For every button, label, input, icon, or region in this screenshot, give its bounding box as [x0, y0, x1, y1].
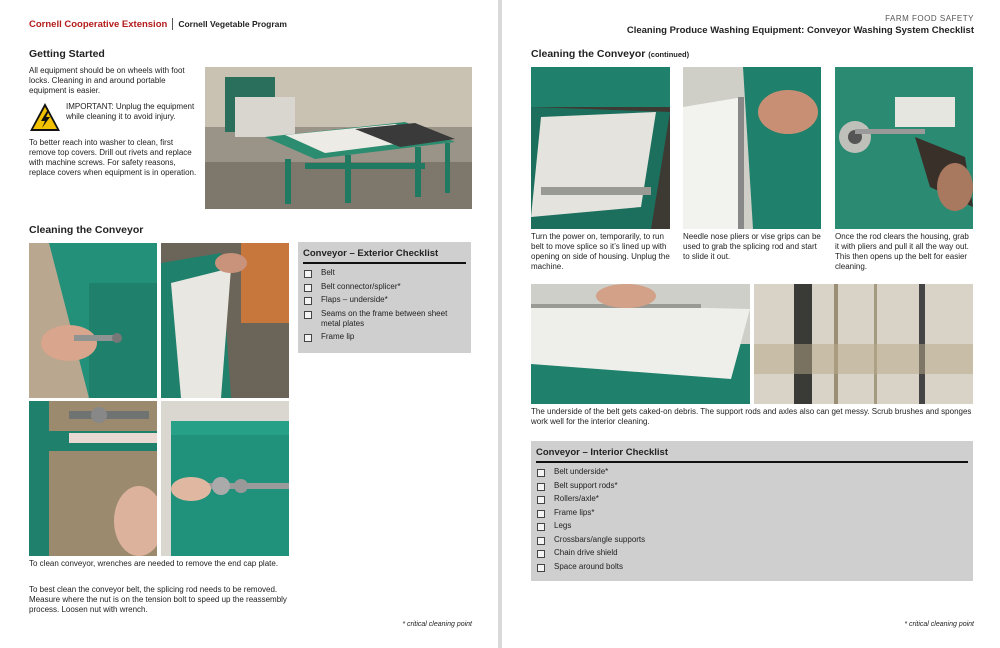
- header-title: Cleaning Produce Washing Equipment: Conveyor Washing System Checklist: [626, 25, 974, 36]
- checklist-item-label: Rollers/axle*: [554, 494, 599, 503]
- header-divider: [172, 18, 173, 30]
- checklist-item: [536, 562, 968, 572]
- checklist-item: [303, 268, 466, 278]
- wrench-caption: To clean conveyor, wrenches are needed to remove the end cap plate.: [29, 559, 279, 568]
- conveyor-machine-photo: [205, 67, 472, 209]
- checkbox[interactable]: [537, 496, 545, 504]
- checkbox[interactable]: [304, 284, 312, 292]
- checkbox[interactable]: [537, 469, 545, 477]
- splicing-rod-nut-photo: [161, 401, 289, 556]
- checkbox[interactable]: [537, 510, 545, 518]
- checkbox[interactable]: [537, 550, 545, 558]
- checklist-item-label: Belt support rods*: [554, 480, 618, 490]
- checkbox[interactable]: [537, 537, 545, 545]
- checklist-item-label: Flaps – underside*: [321, 295, 388, 304]
- checkbox[interactable]: [304, 297, 312, 305]
- checkbox[interactable]: [304, 334, 312, 342]
- cleaning-conveyor-heading: Cleaning the Conveyor: [29, 224, 144, 236]
- cleaning-conveyor-continued-heading: [531, 48, 689, 60]
- checklist-item: [303, 282, 466, 292]
- exterior-checklist: [298, 242, 471, 353]
- checkbox[interactable]: [537, 483, 545, 491]
- heading-suffix: (continued): [648, 50, 690, 59]
- checklist-item-label: Chain drive shield: [554, 548, 618, 557]
- checkbox[interactable]: [537, 564, 545, 572]
- exterior-checklist-title: Conveyor – Exterior Checklist: [303, 248, 466, 264]
- header-kicker: FARM FOOD SAFETY: [885, 14, 974, 23]
- left-header: [29, 18, 287, 30]
- support-rods-photo: [754, 284, 973, 404]
- checklist-item: [536, 494, 968, 504]
- interior-checklist-items: [536, 467, 968, 572]
- pliers-caption: Needle nose pliers or vise grips can be used to grab the splicing rod and start to slide it out.: [683, 232, 821, 261]
- checklist-item-label: Crossbars/angle supports: [554, 534, 646, 544]
- checklist-item: [536, 508, 968, 518]
- checklist-item: [536, 535, 968, 545]
- checklist-item: [536, 467, 968, 477]
- rod-clears-caption: Once the rod clears the housing, grab it with pliers and pull it all the way out. This then opens up the belt for easier cleaning.: [835, 232, 969, 271]
- right-page: [502, 0, 1000, 648]
- checklist-item-label: Seams on the frame between sheet metal plates: [321, 308, 448, 328]
- belt-underside-photo: [531, 284, 750, 404]
- checkbox[interactable]: [537, 523, 545, 531]
- important-note: IMPORTANT: Unplug the equipment while cleaning it to avoid injury.: [66, 102, 195, 121]
- right-header: [627, 14, 974, 36]
- checklist-item-label: Belt: [321, 268, 335, 277]
- getting-started-body: To better reach into washer to clean, first remove top covers. Drill out rivets and replace with machine screws. For safety reasons, replace covers when equipment is in operation.: [29, 138, 197, 177]
- splicing-rod-caption: To best clean the conveyor belt, the splicing rod needs to be removed. Measure where the nut is on the tension bolt to speed up the reassembly process. Loosen nut with wrench.: [29, 585, 287, 614]
- exterior-checklist-items: [303, 268, 466, 342]
- checklist-item: [536, 521, 968, 531]
- end-cap-removal-photo: [161, 243, 289, 398]
- tension-bolt-wrench-photo: [29, 401, 157, 556]
- checklist-item-label: Space around bolts: [554, 561, 623, 571]
- checklist-item: [303, 309, 466, 329]
- checklist-item-label: Frame lips*: [554, 507, 595, 517]
- heading-text: Cleaning the Conveyor: [531, 48, 646, 60]
- checklist-item: [303, 332, 466, 342]
- checklist-item-label: Frame lip: [321, 332, 355, 341]
- belt-splice-photo: [531, 67, 670, 229]
- checklist-item-label: Belt underside*: [554, 467, 609, 476]
- checkbox[interactable]: [304, 311, 312, 319]
- needle-nose-pliers-photo: [683, 67, 821, 229]
- checklist-item-label: Belt connector/splicer*: [321, 281, 401, 291]
- checklist-item: [303, 295, 466, 305]
- underside-caption: The underside of the belt gets caked-on debris. The support rods and axles also can get messy. Scrub brushes and sponges work well for the interior cleaning.: [531, 407, 972, 426]
- checkbox[interactable]: [304, 270, 312, 278]
- electrical-hazard-icon: [29, 102, 61, 132]
- getting-started-intro: All equipment should be on wheels with foot locks. Cleaning in and around portable equipment is easier.: [29, 66, 185, 95]
- brand-name: Cornell Cooperative Extension: [29, 18, 168, 30]
- end-cap-wrench-photo: [29, 243, 157, 398]
- checklist-item-label: Legs: [554, 521, 572, 530]
- checklist-item: [536, 548, 968, 558]
- getting-started-heading: Getting Started: [29, 48, 105, 60]
- power-on-caption: Turn the power on, temporarily, to run belt to move splice so it’s lined up with opening on side of housing. Unplug the machine.: [531, 232, 670, 271]
- left-page: [0, 0, 498, 648]
- program-name: Cornell Vegetable Program: [178, 19, 287, 29]
- interior-checklist: [531, 441, 973, 581]
- interior-checklist-title: Conveyor – Interior Checklist: [536, 447, 968, 463]
- right-footnote: * critical cleaning point: [904, 621, 974, 628]
- checklist-item: [536, 481, 968, 491]
- pull-rod-pliers-photo: [835, 67, 973, 229]
- left-footnote: * critical cleaning point: [402, 621, 472, 628]
